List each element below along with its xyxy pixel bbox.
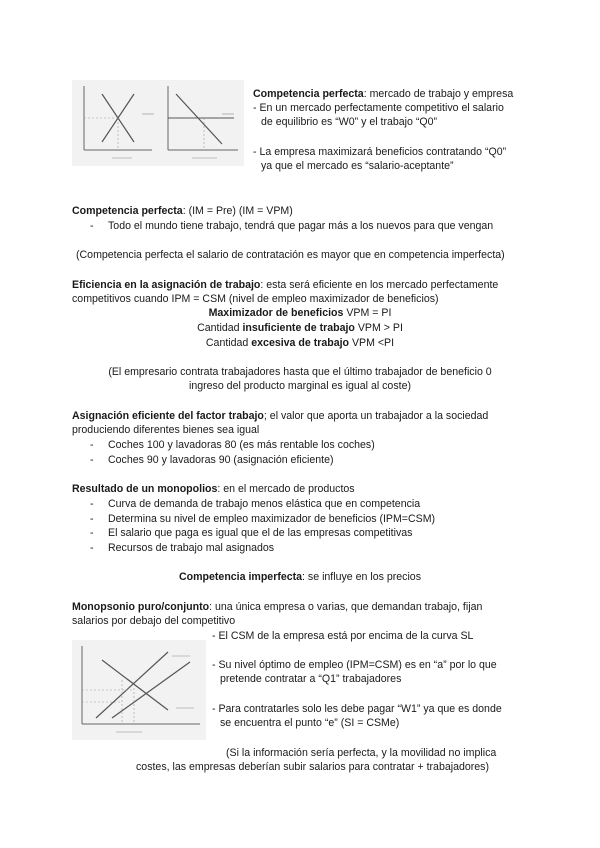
list-item <box>90 220 493 233</box>
top-heading <box>253 88 513 101</box>
cp-heading <box>72 205 293 218</box>
monopsony-graph <box>72 640 206 740</box>
ef-ins-bold: insuficiente de trabajo <box>242 322 355 334</box>
mp-line-1: - Su nivel óptimo de empleo (IPM=CSM) es en “a” por lo que <box>212 659 497 671</box>
ef-title: Eficiencia en la asignación de trabajo <box>72 279 261 291</box>
mo-title: Resultado de un monopolios <box>72 483 218 495</box>
ci-heading <box>72 571 528 584</box>
top-line-1: - En un mercado perfectamente competitivo el salario <box>253 102 504 114</box>
mp-heading <box>72 601 482 614</box>
as-heading <box>72 410 488 423</box>
mo-item-0: Curva de demanda de trabajo menos elástica que en competencia <box>108 498 421 510</box>
ef-exc-rest: VPM <PI <box>349 337 395 349</box>
ef-exc-pre: Cantidad <box>205 337 252 349</box>
top-line-4: ya que el mercado es “salario-aceptante” <box>261 160 454 172</box>
ef-note2: ingreso del producto marginal es igual al coste) <box>188 380 411 392</box>
bullet-icon: - <box>90 439 94 451</box>
mo-item-2: El salario que paga es igual que el de las empresas competitivas <box>108 527 413 539</box>
bullet-icon: - <box>90 542 94 554</box>
ci-title: Competencia imperfecta <box>179 571 303 583</box>
ef-note1: (El empresario contrata trabajadores hasta que el último trabajador de beneficio 0 <box>108 366 492 378</box>
ef-ins <box>72 322 528 335</box>
as-title: Asignación eficiente del factor trabajo <box>72 410 264 422</box>
list-item <box>90 498 420 511</box>
mo-heading <box>72 483 355 496</box>
ef-exc-bold: excesiva de trabajo <box>251 337 350 349</box>
ef-exc <box>72 337 528 350</box>
mp-note1: (Si la información sería perfecta, y la movilidad no implica <box>226 747 497 759</box>
list-item <box>90 439 375 452</box>
top-line-3: - La empresa maximizará beneficios contratando “Q0” <box>253 146 507 158</box>
as-line2: produciendo diferentes bienes sea igual <box>72 424 260 436</box>
list-item <box>90 527 412 540</box>
ef-ins-pre: Cantidad <box>197 322 243 334</box>
bullet-icon: - <box>90 527 94 539</box>
mp-rest1: : una única empresa o varias, que demandan trabajo, fijan <box>209 601 483 613</box>
mo-item-1: Determina su nivel de empleo maximizador de beneficios (IPM=CSM) <box>108 513 436 525</box>
mp-line-4: se encuentra el punto “e” (SI = CSMe) <box>220 717 400 729</box>
ef-line2: competitivos cuando IPM = CSM (nivel de empleo maximizador de beneficios) <box>72 293 439 305</box>
mp-line-3: - Para contratarles solo les debe pagar “W1” ya que es donde <box>212 703 502 715</box>
mo-item-3: Recursos de trabajo mal asignados <box>108 542 275 554</box>
ef-max-bold: Maximizador de beneficios <box>208 307 344 319</box>
mp-line2: salarios por debajo del competitivo <box>72 615 236 627</box>
list-item <box>90 454 334 467</box>
list-item <box>90 513 435 526</box>
ef-max-rest: VPM = PI <box>343 307 392 319</box>
cp-item: Todo el mundo tiene trabajo, tendrá que pagar más a los nuevos para que vengan <box>108 220 494 232</box>
ef-max <box>72 307 528 320</box>
mp-line-2: pretende contratar a “Q1” trabajadores <box>220 673 402 685</box>
bullet-icon: - <box>90 220 94 232</box>
cp-title-rest: : (IM = Pre) (IM = VPM) <box>182 205 293 217</box>
bullet-icon: - <box>90 454 94 466</box>
mp-title: Monopsonio puro/conjunto <box>72 601 210 613</box>
ci-rest: : se influye en los precios <box>302 571 421 583</box>
ef-rest1: : esta será eficiente en los mercado perfectamente <box>260 279 499 291</box>
bullet-icon: - <box>90 513 94 525</box>
competitive-market-graph <box>72 80 244 166</box>
bullet-icon: - <box>90 498 94 510</box>
as-item-1: Coches 90 y lavadoras 90 (asignación eficiente) <box>108 454 334 466</box>
mo-rest: : en el mercado de productos <box>217 483 355 495</box>
ef-heading <box>72 279 498 292</box>
mp-note2: costes, las empresas deberían subir salarios para contratar + trabajadores) <box>136 761 490 773</box>
cp-title: Competencia perfecta <box>72 205 183 217</box>
as-rest1: ; el valor que aporta un trabajador a la sociedad <box>263 410 489 422</box>
list-item <box>90 542 274 555</box>
ef-ins-rest: VPM > PI <box>354 322 403 334</box>
mp-line-0: - El CSM de la empresa está por encima de la curva SL <box>212 630 474 642</box>
top-line-2: de equilibrio es “W0” y el trabajo “Q0” <box>261 116 438 128</box>
top-title: Competencia perfecta <box>253 88 364 100</box>
top-title-rest: : mercado de trabajo y empresa <box>363 88 514 100</box>
cp-note: (Competencia perfecta el salario de contratación es mayor que en competencia imperfecta) <box>76 249 505 261</box>
as-item-0: Coches 100 y lavadoras 80 (es más rentable los coches) <box>108 439 375 451</box>
